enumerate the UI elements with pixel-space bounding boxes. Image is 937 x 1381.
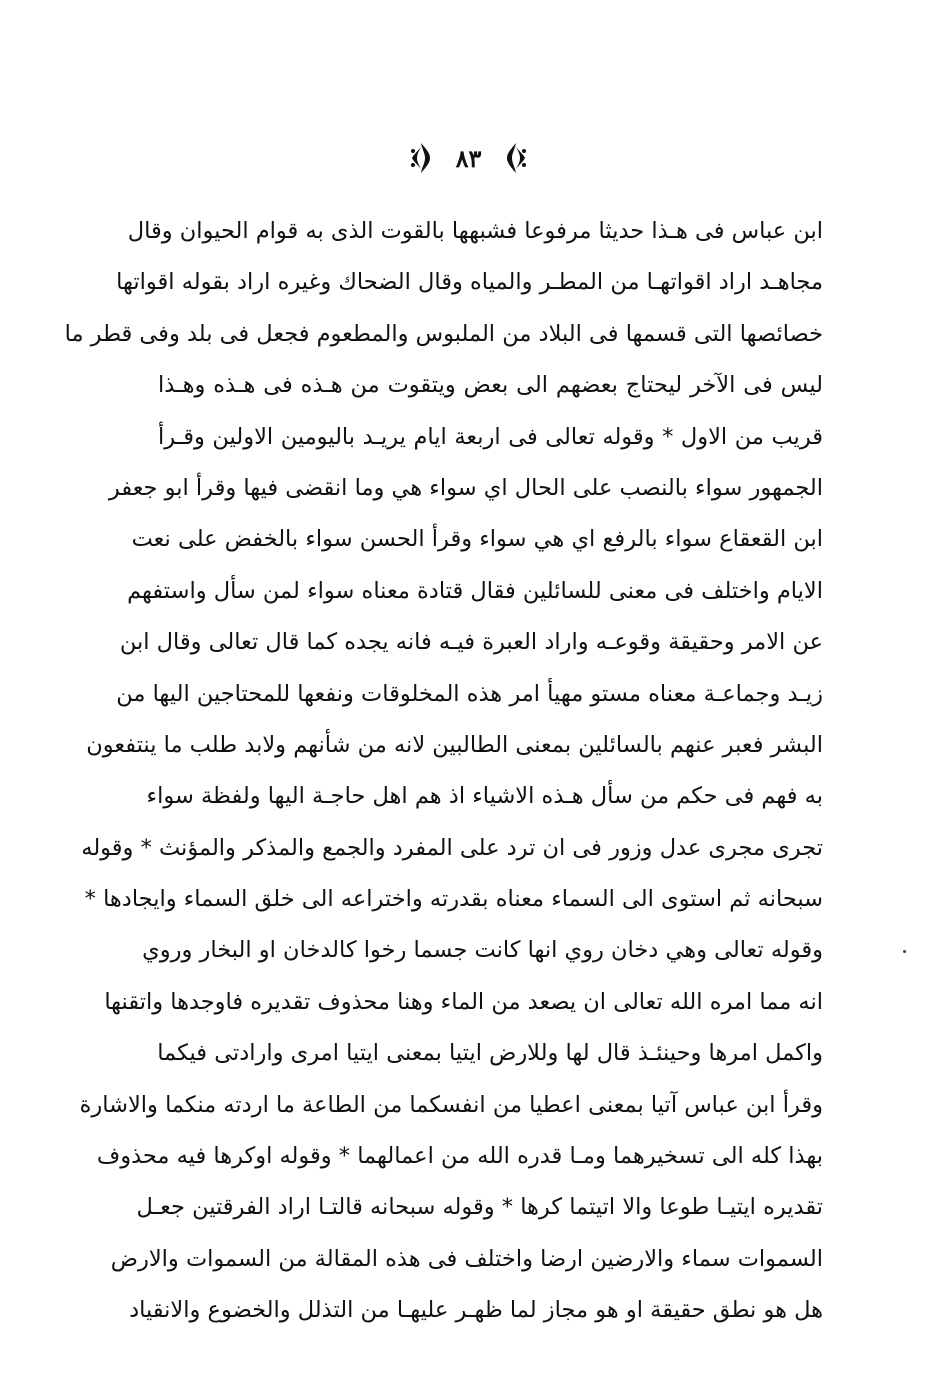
margin-mark [903,950,906,953]
text-line: الجمهور سواء بالنصب على الحال اي سواء هي وما انقضى فيها وقرأ ابو جعفر [108,474,823,501]
text-line: وقرأ ابن عباس آتيا بمعنى اعطيا من انفسكما من الطاعة ما اردته منكما والاشارة [79,1091,823,1118]
text-line: تقديره ايتيـا طوعا والا اتيتما كرها * وقوله سبحانه قالتـا اراد الفرقتين جعـل [136,1194,823,1221]
text-line: البشر فعبر عنهم بالسائلين بمعنى الطالبين لانه من شأنهم ولابد طلب ما ينتفعون [86,731,823,758]
text-line: به فهم فى حكم من سأل هـذه الاشياء اذ هم اهل حاجـة اليها ولفظة سواء [146,783,823,810]
text-line: وقوله تعالى وهي دخان روي انها كانت جسما رخوا كالدخان او البخار وروي [142,937,823,964]
text-line: انه مما امره الله تعالى ان يصعد من الماء وهنا محذوف تقديره فاوجدها واتقنها [104,988,823,1015]
text-line: عن الامر وحقيقة وقوعـه واراد العبرة فيـه فانه يجده كما قال تعالى وقال ابن [119,629,823,656]
text-line: ابن عباس فى هـذا حديثا مرفوعا فشبهها بالقوت الذى به قوام الحيوان وقال [127,218,823,244]
text-line: مجاهـد اراد اقواتهـا من المطـر والمياه وقال الضحاك وغيره اراد بقوله اقواتها [116,269,823,296]
page-number: ٨٣ [455,143,482,173]
page-header [0,136,937,180]
text-line: الايام واختلف فى معنى للسائلين فقال قتادة معناه سواء لمن سأل واستفهم [127,577,823,604]
text-line: ابن القعقاع سواء بالرفع اي هي سواء وقرأ الحسن سواء بالخفض على نعت [131,526,823,553]
text-line: واكمل امرها وحينئـذ قال لها وللارض ايتيا بمعنى ايتيا امرى وارادتى فيكما [157,1040,823,1067]
text-line: سبحانه ثم استوى الى السماء معناه بقدرته واختراعه الى خلق السماء وايجادها * [84,886,823,913]
text-line: زيـد وجماعـة معناه مستو مهيأ امر هذه المخلوقات ونفعها للمحتاجين اليها من [116,680,823,707]
text-line: السموات سماء والارضين ارضا واختلف فى هذه المقالة من السموات والارض [110,1245,823,1272]
text-line: ليس فى الآخر ليحتاج بعضهم الى بعض ويتقوت من هـذه فى هـذه وهـذا [158,372,823,399]
arabesque-ornament-icon [408,141,434,175]
text-line: تجرى مجرى عدل وزور فى ان ترد على المفرد والجمع والمذكر والمؤنث * وقوله [81,834,823,861]
body-text [64,206,823,1337]
text-line: قريب من الاول * وقوله تعالى فى اربعة ايام يريـد باليومين الاولين وقـرأ [158,423,823,450]
text-line: بهذا كله الى تسخيرهما ومـا قدره الله من اعمالهما * وقوله اوكرها فيه محذوف [96,1143,823,1170]
text-line: هل هو نطق حقيقة او هو مجاز لما ظهـر عليهـا من التذلل والخضوع والانقياد [129,1297,823,1324]
arabesque-ornament-icon [503,141,529,175]
text-line: خصائصها التى قسمها فى البلاد من الملبوس والمطعوم فجعل فى بلد وفى قطر ما [64,320,823,347]
